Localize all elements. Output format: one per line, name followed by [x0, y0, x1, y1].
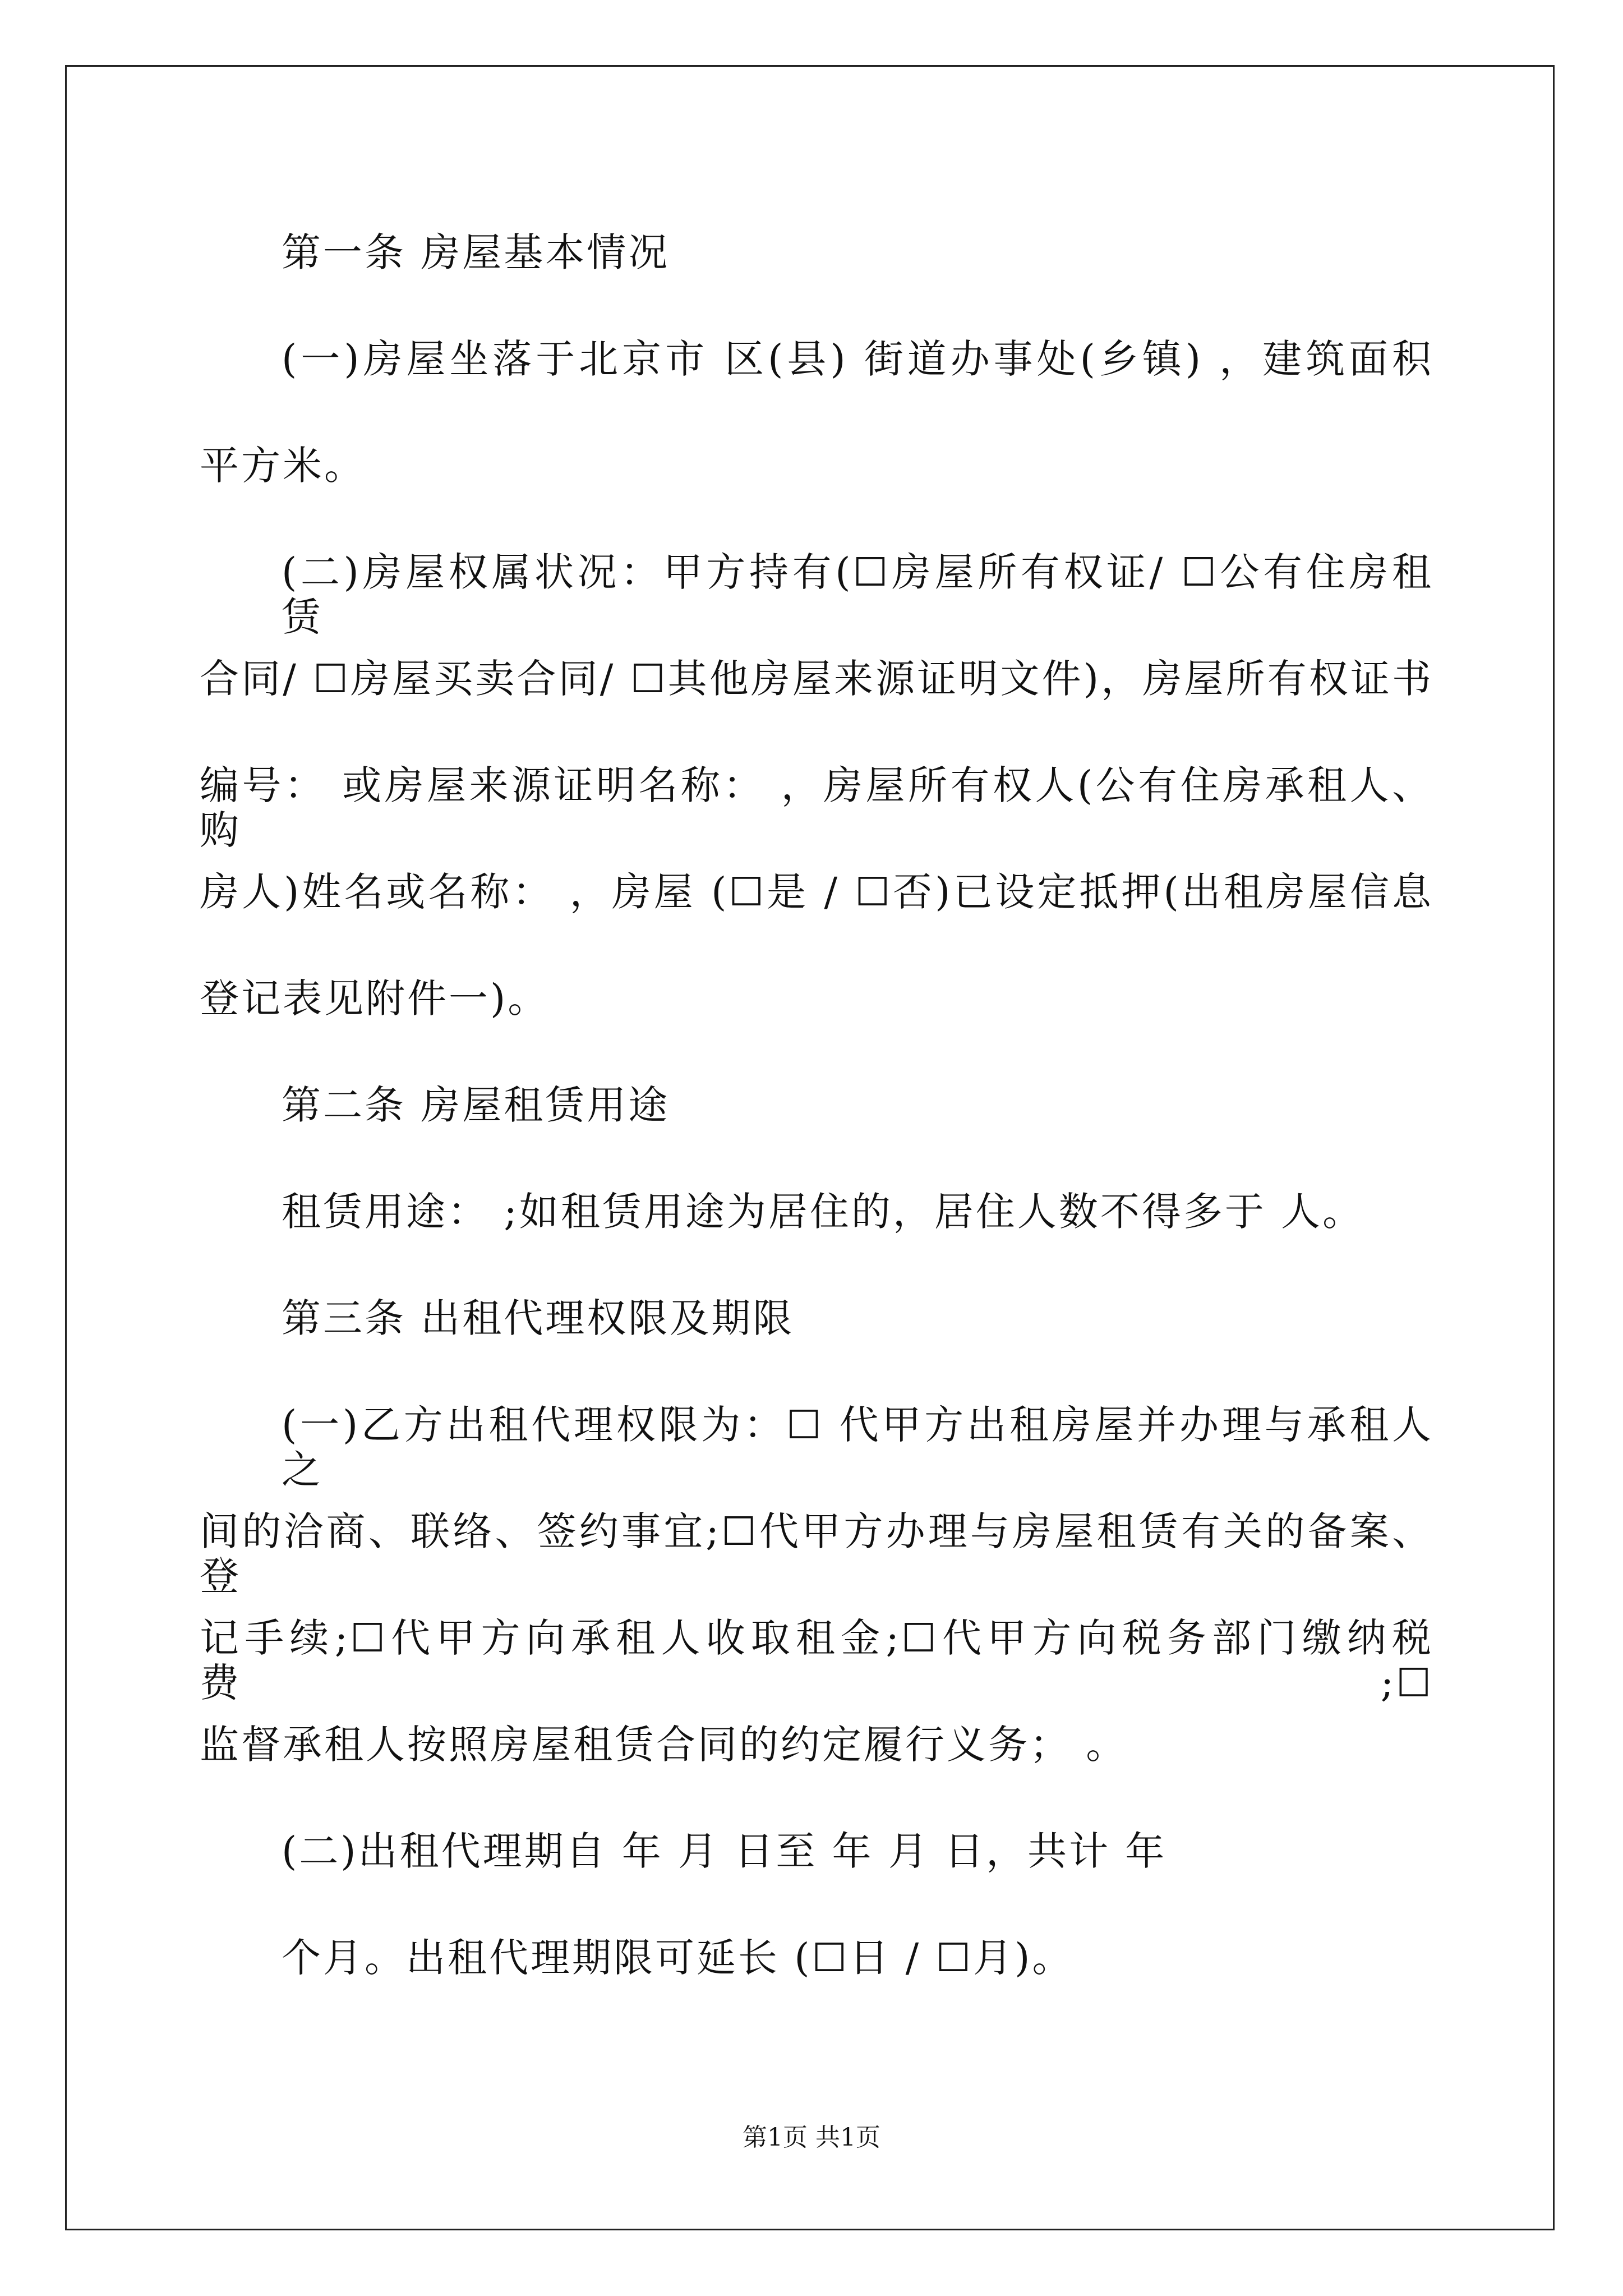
- article-2-heading: 第二条 房屋租赁用途: [282, 1082, 670, 1128]
- paragraph-line: (一)乙方出租代理权限为：☐ 代甲方出租房屋并办理与承租人之: [282, 1402, 1433, 1493]
- paragraph-line: 记手续;☐代甲方向承租人收取租金;☐代甲方向税务部门缴纳税费;☐: [200, 1615, 1433, 1706]
- paragraph-line: 房人)姓名或名称： ，房屋 (☐是 / ☐否)已设定抵押(出租房屋信息: [200, 869, 1433, 915]
- paragraph-line: (二)出租代理期自 年 月 日至 年 月 日，共计 年: [282, 1828, 1167, 1874]
- page-border: [65, 65, 1555, 2230]
- paragraph-line: (二)房屋权属状况：甲方持有(☐房屋所有权证/ ☐公有住房租赁: [282, 549, 1433, 640]
- paragraph-line: 平方米。: [200, 443, 366, 489]
- article-1-heading: 第一条 房屋基本情况: [282, 229, 670, 275]
- paragraph-line: 租赁用途： ;如租赁用途为居住的，居住人数不得多于 人。: [282, 1189, 1364, 1235]
- article-3-heading: 第三条 出租代理权限及期限: [282, 1295, 795, 1341]
- paragraph-line: 个月。出租代理期限可延长 (☐日 / ☐月)。: [282, 1935, 1074, 1981]
- paragraph-line: (一)房屋坐落于北京市 区(县) 街道办事处(乡镇) ，建筑面积: [282, 336, 1433, 382]
- paragraph-line: 监督承租人按照房屋租赁合同的约定履行义务； 。: [200, 1722, 1128, 1768]
- page-footer: 第1页 共1页: [743, 2123, 880, 2152]
- paragraph-line: 合同/ ☐房屋买卖合同/ ☐其他房屋来源证明文件)，房屋所有权证书: [200, 656, 1433, 702]
- paragraph-line: 登记表见附件一)。: [200, 976, 550, 1022]
- paragraph-line: 编号： 或房屋来源证明名称： ，房屋所有权人(公有住房承租人、购: [200, 762, 1433, 853]
- paragraph-line: 间的洽商、联络、签约事宜;☐代甲方办理与房屋租赁有关的备案、登: [200, 1508, 1433, 1599]
